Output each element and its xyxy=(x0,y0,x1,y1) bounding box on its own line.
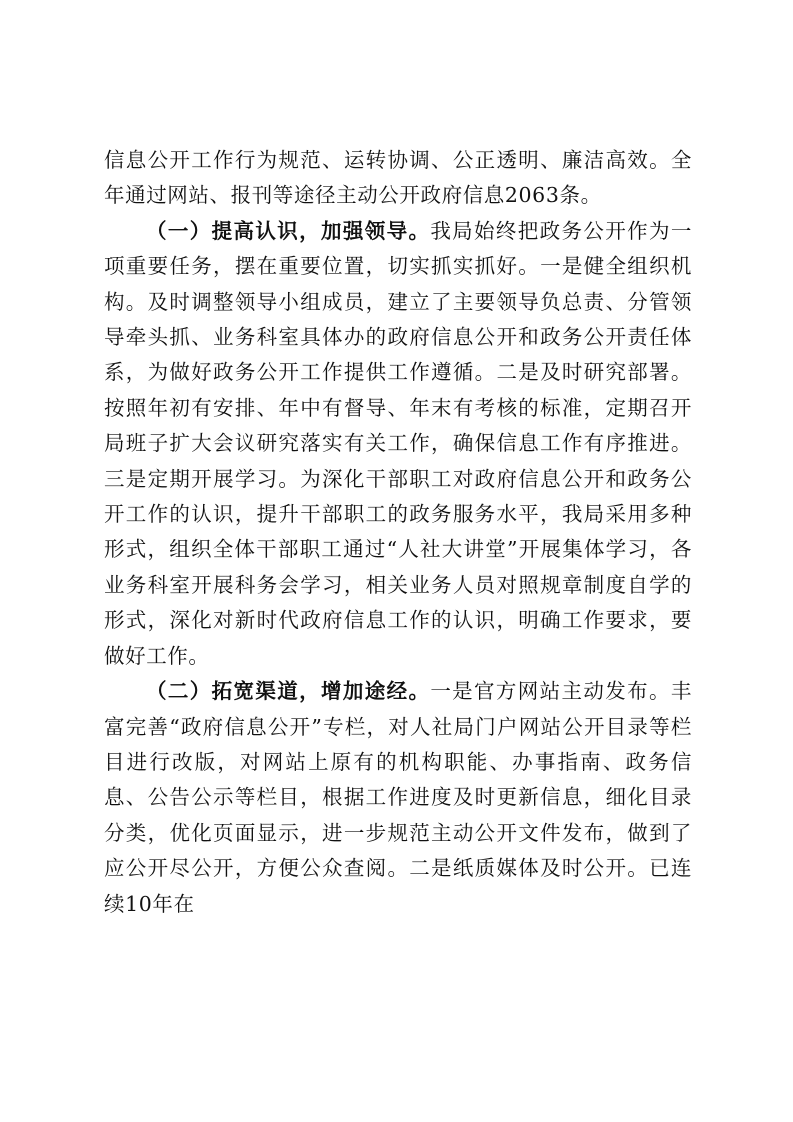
paragraph-text: 我局始终把政务公开作为一项重要任务，摆在重要位置，切实抓实抓好。一是健全组织机构。及时调整领导小组成员，建立了主要领导负总责、分管领导牵头抓、业务科室具体办的政府信息公开和政务公开责任体系，为做好政务公开工作提供工作遵循。二是及时研究部署。按照年初有安排、年中有督导、年末有考核的标准，定期召开局班子扩大会议研究落实有关工作，确保信息工作有序推进。三是定期开展学习。为深化干部职工对政府信息公开和政务公开工作的认识，提升干部职工的政务服务水平，我局采用多种形式，组织全体干部职工通过“人社大讲堂”开展集体学习，各业务科室开展科务会学习，相关业务人员对照规章制度自学的形式，深化对新时代政府信息工作的认识，明确工作要求，要做好工作。 xyxy=(104,218,692,668)
paragraph-text: 一是官方网站主动发布。丰富完善“政府信息公开”专栏，对人社局门户网站公开目录等栏目进行改版，对网站上原有的机构职能、办事指南、政务信息、公告公示等栏目，根据工作进度及时更新信息，细化目录分类，优化页面显示，进一步规范主动公开文件发布，做到了应公开尽公开，方便公众查阅。二是纸质媒体及时公开。已连续10年在 xyxy=(104,679,692,916)
section-heading: （二）拓宽渠道，增加途经。 xyxy=(146,679,431,704)
paragraph-intro xyxy=(104,143,692,214)
section-heading: （一）提高认识，加强领导。 xyxy=(146,218,431,243)
paragraph-section-2 xyxy=(104,674,692,922)
paragraph-text: 信息公开工作行为规范、运转协调、公正透明、廉洁高效。全年通过网站、报刊等途径主动公开政府信息2063条。 xyxy=(104,148,692,208)
paragraph-section-1 xyxy=(104,214,692,674)
body-text xyxy=(104,143,692,922)
